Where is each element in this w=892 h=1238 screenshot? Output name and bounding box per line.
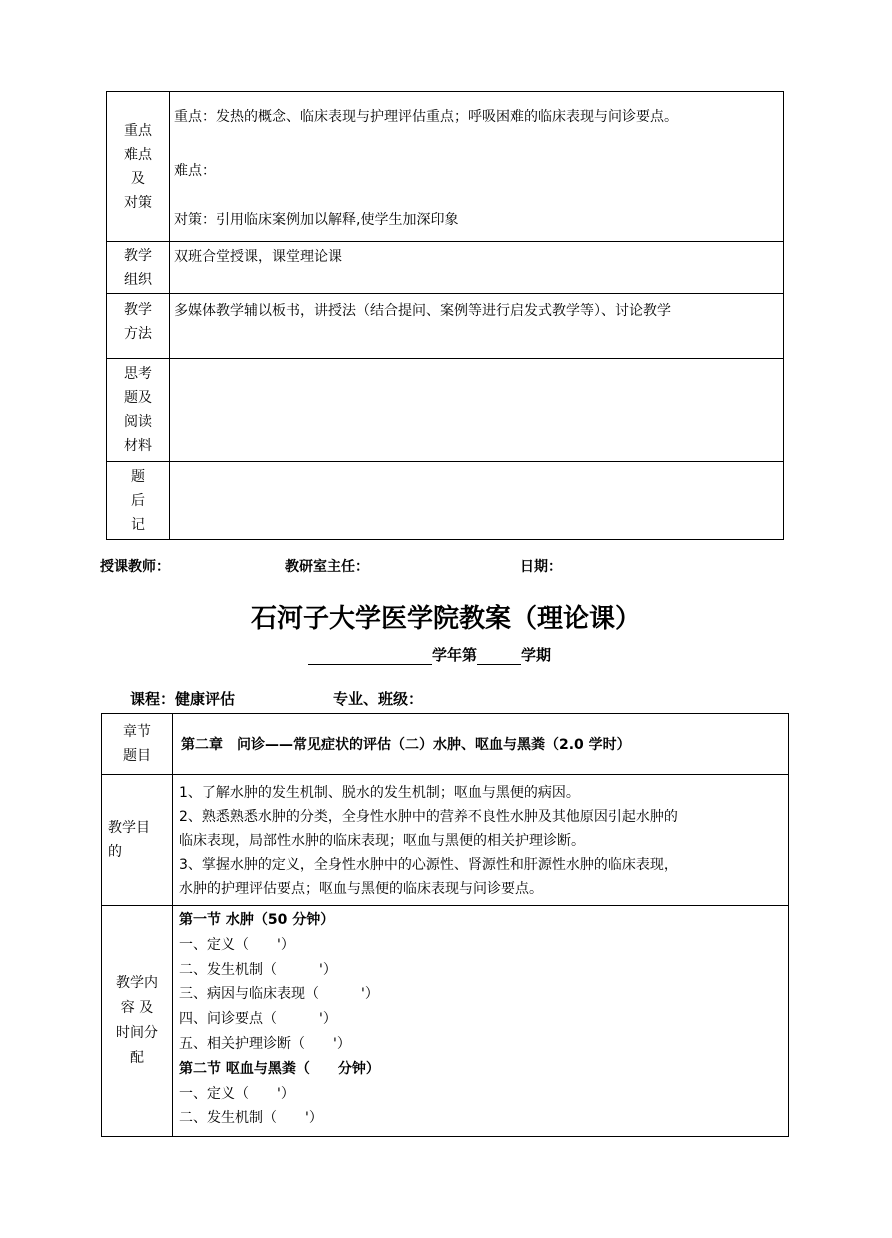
major-class-label: 专业、班级： — [333, 690, 424, 708]
top-table — [106, 91, 784, 540]
row-content-postscript — [170, 462, 784, 540]
row-label-postscript: 题 后 记 — [107, 462, 170, 540]
course-line: 课程：健康评估 — [130, 690, 236, 708]
director-signature-label: 教研室主任： — [285, 559, 369, 575]
list-item: 二、发生机制（ '） — [179, 1110, 323, 1127]
year-blank — [308, 646, 432, 665]
table-row — [107, 242, 784, 294]
row-label-organization: 教学 组织 — [107, 242, 170, 294]
list-item: 一、定义（ '） — [179, 1085, 295, 1102]
objective-line: 1、了解水肿的发生机制、脱水的发生机制；呕血与黑便的病因。 — [179, 785, 580, 801]
objectives-label: 教学目 的 — [102, 775, 173, 906]
teacher-signature-label: 授课教师： — [100, 559, 170, 575]
list-item: 二、发生机制（ '） — [179, 961, 337, 978]
row-content-organization — [170, 242, 784, 294]
method-text: 多媒体教学辅以板书，讲授法（结合提问、案例等进行启发式教学等）、讨论教学 — [174, 303, 671, 319]
date-label: 日期： — [520, 559, 562, 575]
strategy-line: 对策：引用临床案例加以解释,使学生加深印象 — [174, 212, 459, 228]
objectives-content — [173, 775, 789, 906]
table-row — [102, 906, 789, 1137]
list-item: 五、相关护理诊断（ '） — [179, 1035, 351, 1052]
row-label-reading: 思考 题及 阅读 材料 — [107, 359, 170, 462]
row-label-key-points: 重点 难点 及 对策 — [107, 92, 170, 242]
objective-line: 3、掌握水肿的定义，全身性水肿中的心源性、肾源性和肝源性水肿的临床表现， — [179, 857, 678, 873]
page-title: 石河子大学医学院教案（理论课） — [250, 604, 641, 634]
row-label-method: 教学 方法 — [107, 294, 170, 359]
objective-line: 水肿的护理评估要点；呕血与黑便的临床表现与问诊要点。 — [179, 881, 543, 897]
row-content-method — [170, 294, 784, 359]
row-content-key-points — [170, 92, 784, 242]
table-row — [107, 92, 784, 242]
list-item: 一、定义（ '） — [179, 936, 295, 953]
table-row — [107, 359, 784, 462]
table-row — [107, 462, 784, 540]
section-heading: 第一节 水肿（50 分钟） — [179, 912, 335, 928]
row-content-reading — [170, 359, 784, 462]
difficulty-line: 难点： — [174, 163, 216, 179]
lesson-table — [101, 713, 789, 1137]
section-heading: 第二节 呕血与黑粪（ 分钟） — [179, 1060, 380, 1077]
list-item: 三、病因与临床表现（ '） — [179, 986, 379, 1003]
content-list — [173, 906, 789, 1137]
objective-line: 临床表现，局部性水肿的临床表现；呕血与黑便的相关护理诊断。 — [179, 833, 585, 849]
academic-year-line: 学年第 学期 — [308, 644, 551, 665]
course-name: 健康评估 — [175, 690, 236, 708]
objective-line: 2、熟悉熟悉水肿的分类，全身性水肿中的营养不良性水肿及其他原因引起水肿的 — [179, 809, 678, 825]
organization-text: 双班合堂授课，课堂理论课 — [174, 249, 342, 265]
table-row — [102, 714, 789, 775]
term-blank — [477, 646, 521, 665]
content-label: 教学内 容 及 时间分 配 — [102, 906, 173, 1137]
chapter-title: 第二章 问诊——常见症状的评估（二）水肿、呕血与黑粪（2.0 学时） — [173, 714, 789, 775]
list-item: 四、问诊要点（ '） — [179, 1011, 337, 1028]
table-row — [102, 775, 789, 906]
chapter-label: 章节 题目 — [102, 714, 173, 775]
table-row — [107, 294, 784, 359]
key-points-line: 重点：发热的概念、临床表现与护理评估重点；呼吸困难的临床表现与问诊要点。 — [174, 109, 678, 125]
